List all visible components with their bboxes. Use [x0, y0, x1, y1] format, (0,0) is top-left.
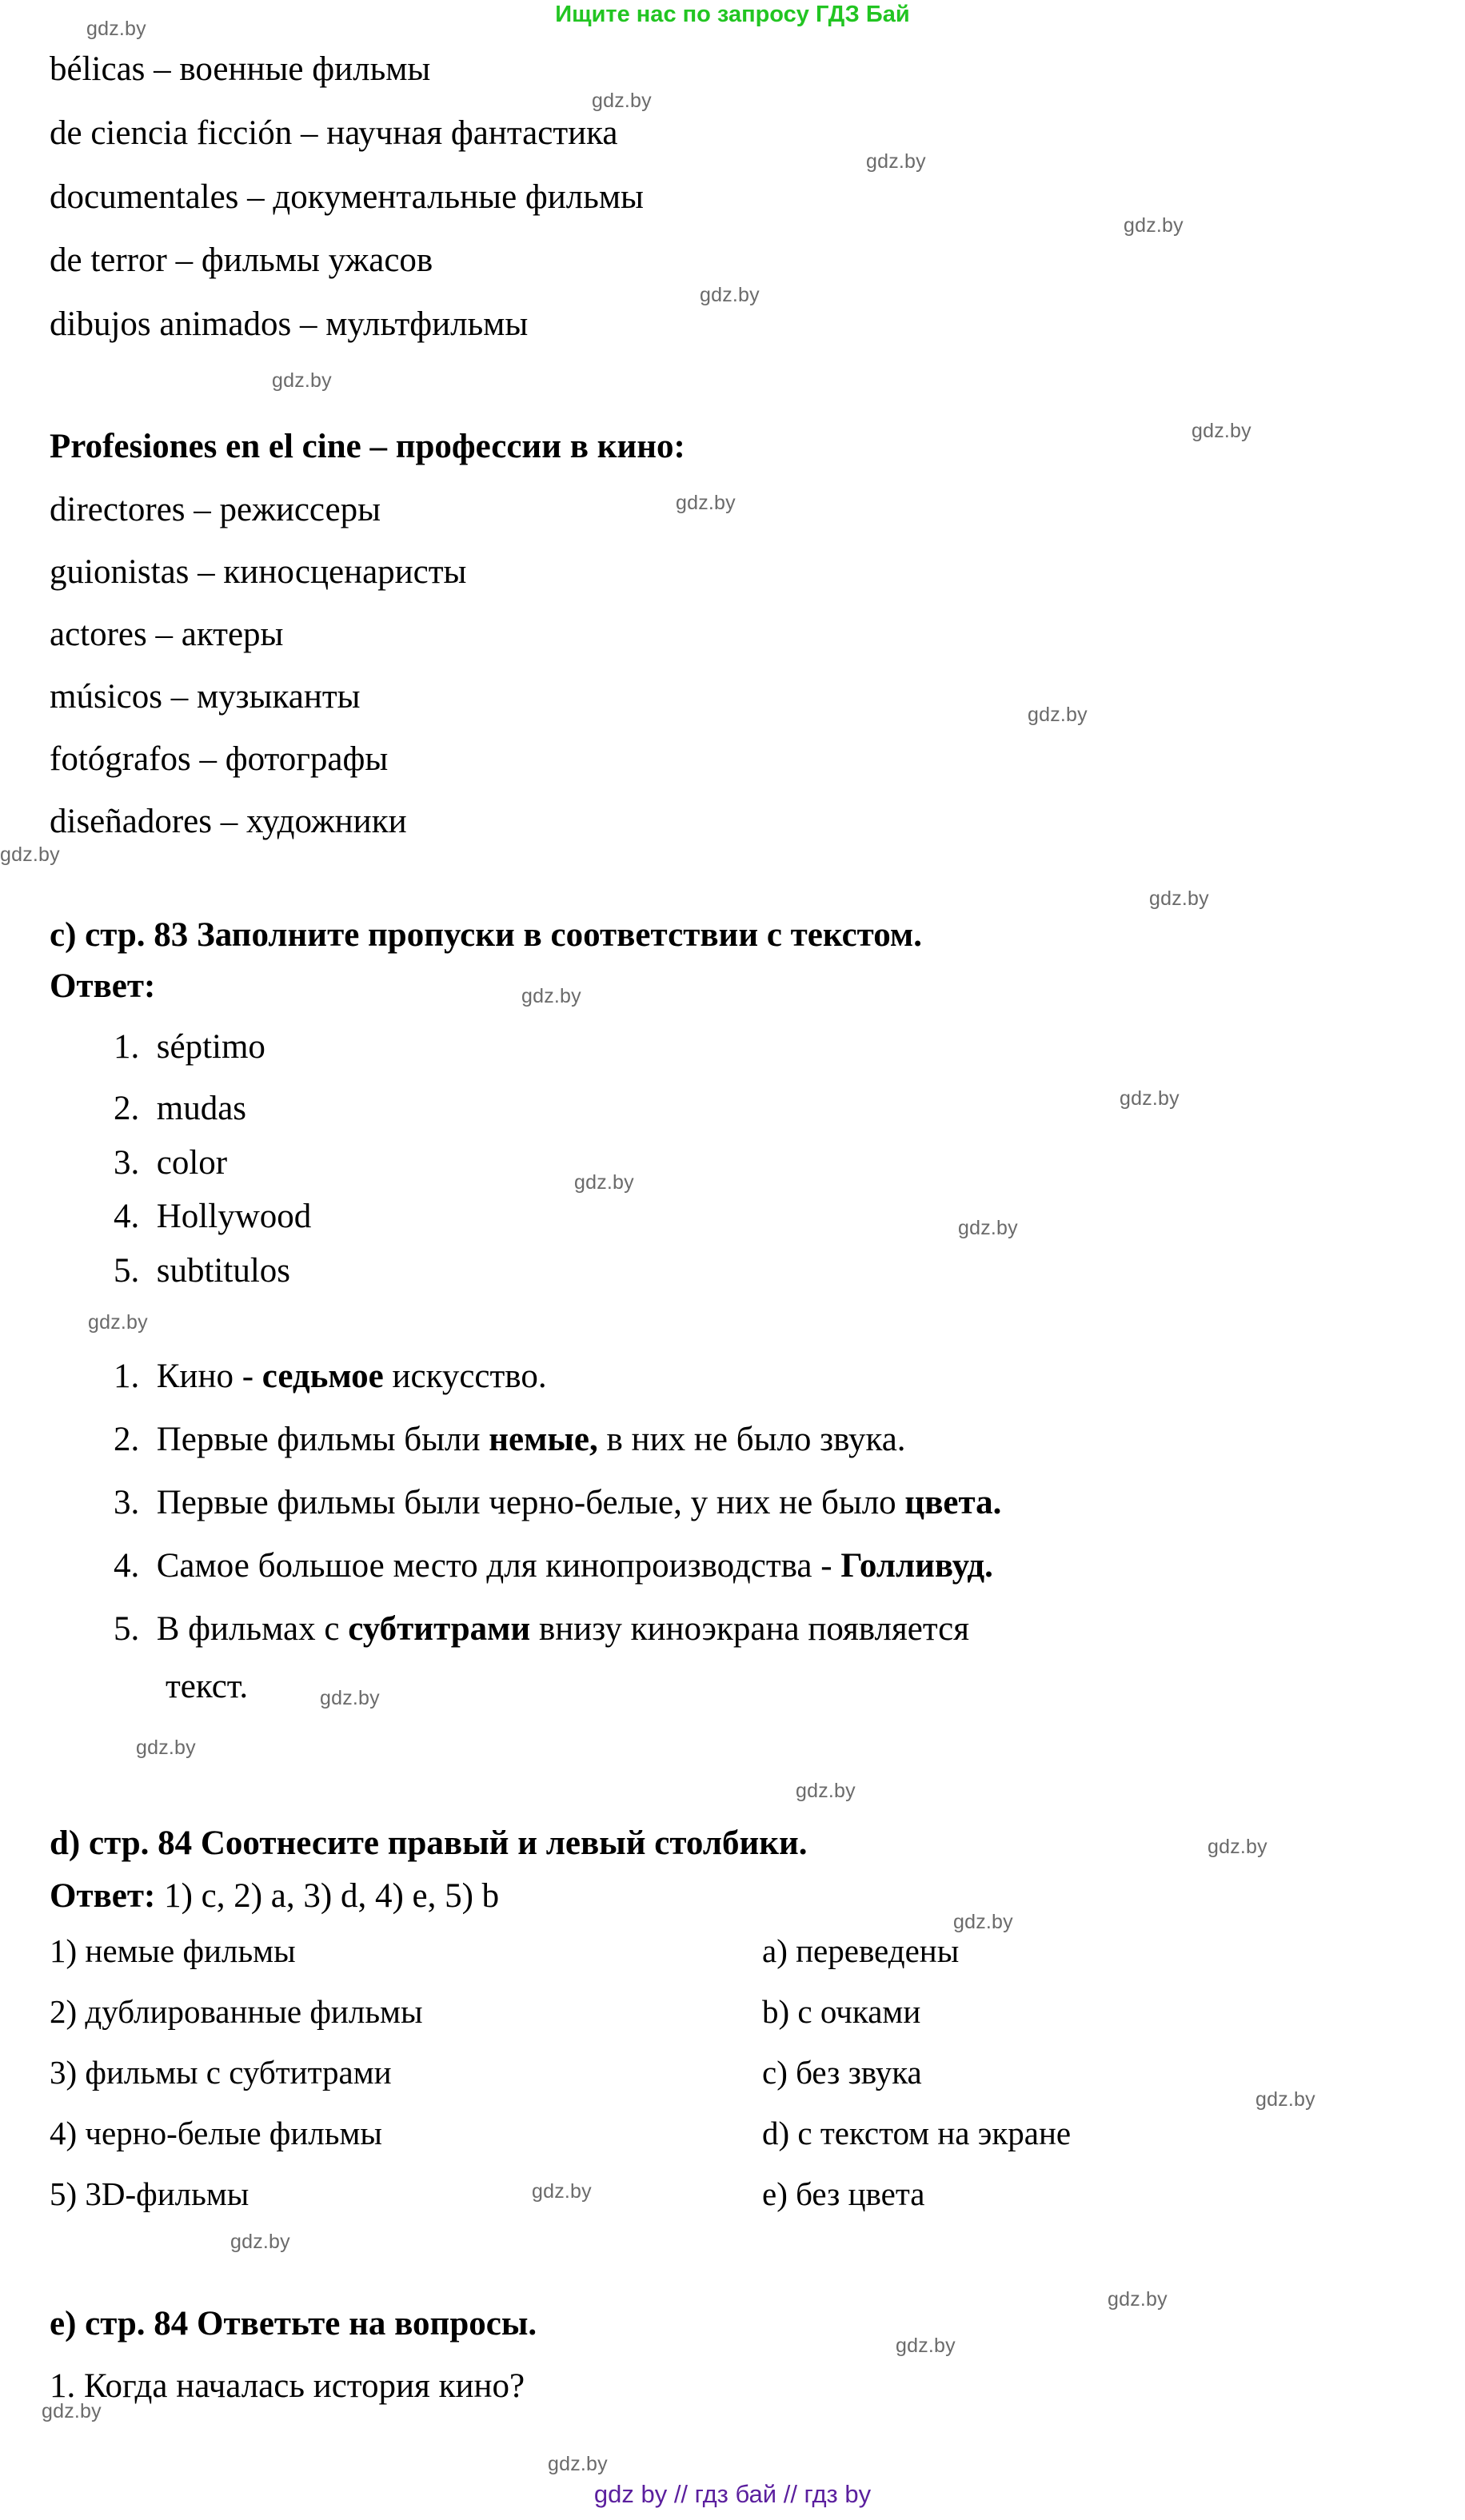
list-item	[114, 1422, 906, 1457]
promo-header: Ищите нас по запросу ГДЗ Бай	[555, 2, 910, 27]
watermark: gdz.by	[1255, 2088, 1315, 2111]
watermark: gdz.by	[896, 2335, 956, 2357]
watermark: gdz.by	[592, 90, 652, 112]
item-number: 3.	[114, 1484, 140, 1521]
profession-ru: фотографы	[216, 740, 389, 778]
item-pre: В фильмах с	[156, 1610, 349, 1648]
watermark: gdz.by	[953, 1911, 1013, 1933]
profession-dash: –	[220, 803, 238, 840]
item-bold: немые,	[489, 1421, 598, 1458]
item-text: color	[156, 1144, 228, 1182]
task-d-answer-label: Ответ:	[50, 1877, 156, 1915]
genre-es: de terror	[50, 241, 176, 279]
item-number: 5.	[114, 1252, 140, 1290]
profession-ru: киносценаристы	[214, 553, 467, 591]
profession-ru: режиссеры	[210, 491, 381, 528]
match-left-item: 3) фильмы с субтитрами	[50, 2054, 392, 2091]
genre-line	[50, 52, 430, 86]
genre-es: bélicas	[50, 50, 154, 88]
genre-line	[50, 180, 644, 214]
list-item	[114, 1359, 547, 1394]
watermark: gdz.by	[1028, 704, 1088, 726]
item-number: 4.	[114, 1198, 140, 1235]
genre-es: documentales	[50, 178, 248, 216]
watermark: gdz.by	[574, 1171, 634, 1194]
profession-es: actores	[50, 616, 156, 653]
genre-es: de ciencia ficción	[50, 114, 293, 152]
item-number: 1.	[114, 1358, 140, 1395]
watermark: gdz.by	[521, 985, 581, 1007]
genre-line	[50, 307, 528, 341]
watermark: gdz.by	[1192, 420, 1251, 442]
item-post: в них не было звука.	[597, 1421, 906, 1458]
profession-dash: –	[198, 553, 215, 591]
profession-es: guionistas	[50, 553, 198, 591]
watermark: gdz.by	[532, 2180, 592, 2203]
watermark: gdz.by	[88, 1311, 148, 1334]
watermark: gdz.by	[42, 2400, 102, 2422]
item-bold: цвета.	[904, 1484, 1002, 1521]
profession-dash: –	[155, 616, 174, 653]
genre-ru: фильмы ужасов	[193, 241, 433, 279]
item-pre: Первые фильмы были черно-белые, у них не было	[156, 1484, 905, 1521]
watermark: gdz.by	[958, 1217, 1018, 1239]
genre-es: dibujos animados	[50, 305, 292, 343]
task-c-title: c) стр. 83 Заполните пропуски в соответствии с текстом.	[50, 916, 922, 954]
watermark: gdz.by	[1208, 1836, 1267, 1858]
task-d-title: d) стр. 84 Соотнесите правый и левый столбики.	[50, 1824, 808, 1862]
genre-dash: –	[300, 114, 318, 152]
match-right-item: c) без звука	[762, 2054, 922, 2091]
item-number: 2.	[114, 1090, 140, 1127]
profession-ru: актеры	[173, 616, 284, 653]
profession-line	[50, 555, 466, 589]
item-text: séptimo	[156, 1028, 265, 1066]
profession-line	[50, 680, 361, 714]
item-number: 5.	[114, 1610, 140, 1648]
task-d-answer	[50, 1879, 499, 1913]
genre-ru: военные фильмы	[170, 50, 431, 88]
genre-dash: –	[154, 50, 171, 88]
match-left-item: 4) черно-белые фильмы	[50, 2115, 382, 2151]
item-number: 2.	[114, 1421, 140, 1458]
list-item	[114, 1485, 1001, 1520]
item-post: внизу киноэкрана появляется	[530, 1610, 970, 1648]
list-item	[114, 1030, 265, 1064]
footer-links: gdz by // гдз бай // гдз by	[593, 2480, 872, 2508]
list-item-continuation: текст.	[166, 1668, 249, 1705]
list-item	[114, 1146, 227, 1180]
watermark: gdz.by	[548, 2453, 608, 2475]
watermark: gdz.by	[136, 1736, 196, 1759]
item-text: mudas	[156, 1090, 247, 1127]
profession-es: músicos	[50, 678, 162, 716]
profession-dash: –	[199, 740, 217, 778]
list-item	[114, 1199, 311, 1234]
item-text: subtitulos	[156, 1252, 291, 1290]
watermark: gdz.by	[796, 1780, 856, 1802]
list-item	[114, 1549, 993, 1583]
item-number: 3.	[114, 1144, 140, 1182]
list-item	[114, 1612, 969, 1646]
profession-es: directores	[50, 491, 194, 528]
list-item	[114, 1254, 290, 1288]
watermark: gdz.by	[320, 1687, 380, 1709]
profession-line	[50, 492, 381, 527]
match-right-item: d) с текстом на экране	[762, 2115, 1072, 2151]
item-pre: Самое большое место для кинопроизводства -	[156, 1547, 841, 1585]
genre-ru: документальные фильмы	[264, 178, 644, 216]
genre-line	[50, 116, 617, 150]
profession-line	[50, 742, 388, 776]
profession-line	[50, 617, 283, 652]
profession-es: fotógrafos	[50, 740, 191, 778]
match-left-item: 5) 3D-фильмы	[50, 2175, 249, 2212]
genre-line	[50, 243, 433, 277]
genre-dash: –	[299, 305, 317, 343]
profession-ru: музыканты	[188, 678, 361, 716]
match-left-item: 2) дублированные фильмы	[50, 1993, 423, 2030]
item-post: искусство.	[383, 1358, 547, 1395]
item-pre: Первые фильмы были	[156, 1421, 489, 1458]
match-right-item: a) переведены	[762, 1932, 960, 1969]
match-left-item: 1) немые фильмы	[50, 1932, 296, 1969]
watermark: gdz.by	[1149, 887, 1209, 910]
watermark: gdz.by	[1120, 1087, 1180, 1110]
watermark: gdz.by	[700, 284, 760, 306]
item-bold: седьмое	[261, 1358, 384, 1395]
match-right-item: e) без цвета	[762, 2175, 925, 2212]
task-d-answer-value: 1) c, 2) a, 3) d, 4) e, 5) b	[164, 1877, 500, 1915]
item-number: 4.	[114, 1547, 140, 1585]
profession-dash: –	[170, 678, 189, 716]
watermark: gdz.by	[676, 492, 736, 514]
item-text: Hollywood	[156, 1198, 312, 1235]
watermark: gdz.by	[1108, 2288, 1168, 2311]
item-number: 1.	[114, 1028, 140, 1066]
watermark: gdz.by	[86, 18, 146, 40]
genre-dash: –	[247, 178, 265, 216]
watermark: gdz.by	[866, 150, 926, 173]
match-right-item: b) с очками	[762, 1993, 921, 2030]
item-bold: Голливуд.	[840, 1547, 993, 1585]
task-e-title: e) стр. 84 Ответьте на вопросы.	[50, 2305, 537, 2343]
genre-ru: мультфильмы	[317, 305, 529, 343]
item-pre: Кино -	[156, 1358, 262, 1395]
watermark: gdz.by	[272, 369, 332, 392]
profession-dash: –	[194, 491, 211, 528]
task-c-answer-label: Ответ:	[50, 967, 156, 1005]
profession-es: diseñadores	[50, 803, 212, 840]
item-bold: субтитрами	[348, 1610, 531, 1648]
watermark: gdz.by	[230, 2231, 290, 2253]
task-e-question: 1. Когда началась история кино?	[50, 2367, 525, 2405]
watermark: gdz.by	[0, 843, 60, 866]
list-item	[114, 1091, 246, 1126]
genre-ru: научная фантастика	[317, 114, 618, 152]
watermark: gdz.by	[1124, 214, 1184, 237]
profession-ru: художники	[238, 803, 407, 840]
genre-dash: –	[175, 241, 194, 279]
professions-heading: Profesiones en el cine – профессии в кино:	[50, 428, 685, 465]
profession-line	[50, 804, 407, 839]
